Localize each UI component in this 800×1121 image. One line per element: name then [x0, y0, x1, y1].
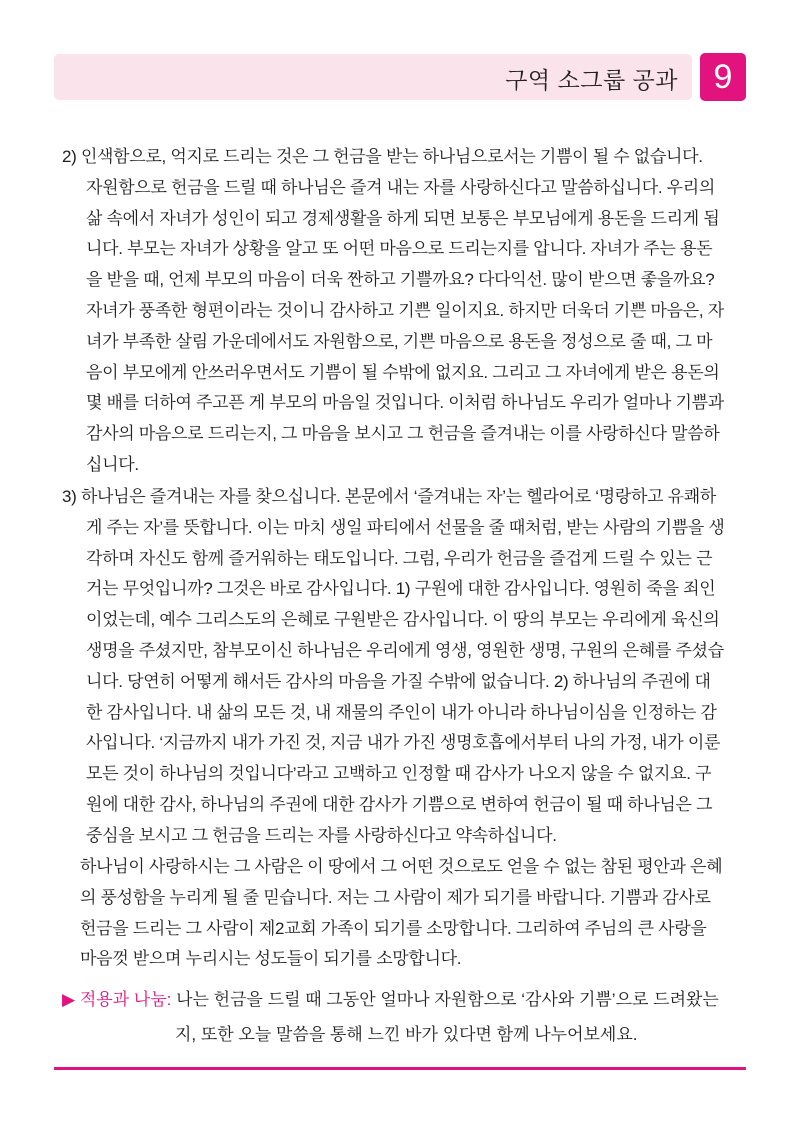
para2-line: 삶 속에서 자녀가 성인이 되고 경제생활을 하게 되면 보통은 부모님에게 용돈을 드리게 됩: [86, 208, 720, 228]
para2-line: 음이 부모에게 안쓰러우면서도 기쁨이 될 수밖에 없지요. 그리고 그 자녀에게 받은 용돈의: [86, 362, 720, 382]
header-bar: [54, 54, 692, 100]
closing-line: 마음껏 받으며 누리시는 성도들이 되기를 소망합니다.: [80, 949, 462, 969]
application-text: 나는 헌금을 드릴 때 그동안 얼마나 자원함으로 ‘감사와 기쁨’으로 드려왔는: [176, 990, 719, 1009]
para2-line: 녀가 부족한 살림 가운데에서도 자원함으로, 기쁜 마음으로 용돈을 정성으로 줄 때, 그 마: [86, 331, 713, 351]
footer-divider: [54, 1067, 746, 1070]
para2-line: 을 받을 때, 언제 부모의 마음이 더욱 짠하고 기쁠까요? 다다익선. 많이 받으면 좋을까요?: [86, 270, 715, 290]
para2-line: 자녀가 풍족한 형편이라는 것이니 감사하고 기쁜 일이지요. 하지만 더욱더 기쁜 마음은, 자: [86, 301, 724, 320]
para3-line: 거는 무엇입니까? 그것은 바로 감사입니다. 1) 구원에 대한 감사입니다. 영원히 죽을 죄인: [86, 579, 716, 599]
application-label: 적용과 나눔:: [79, 990, 172, 1009]
para3-line: 각하며 자신도 함께 즐거워하는 태도입니다. 그럼, 우리가 헌금을 즐겁게 드릴 수 있는 근: [86, 548, 713, 568]
application-line-1: [62, 985, 719, 1015]
para3-line: 3) 하나님은 즐겨내는 자를 찾으십니다. 본문에서 ‘즐겨내는 자’는 헬라어로 ‘명랑하고 유쾌하: [62, 487, 716, 506]
para3-line: 중심을 보시고 그 헌금을 드리는 자를 사랑하신다고 약속하십니다.: [86, 825, 557, 845]
page-number-badge: 9: [700, 53, 746, 101]
para3-line: 게 주는 자’를 뜻합니다. 이는 마치 생일 파티에서 선물을 줄 때처럼, 받는 사람의 기쁨을 생: [86, 517, 725, 537]
para3-line: 생명을 주셨지만, 참부모이신 하나님은 우리에게 영생, 영원한 생명, 구원의 은혜를 주셨습: [86, 641, 724, 660]
closing-line: 의 풍성함을 누리게 될 줄 믿습니다. 저는 그 사람이 제가 되기를 바랍니다. 기쁨과 감사로: [80, 887, 711, 907]
para3-line: 원에 대한 감사, 하나님의 주권에 대한 감사가 기쁨으로 변하여 헌금이 될 때 하나님은 그: [86, 795, 713, 814]
para3-line: 니다. 당연히 어떻게 해서든 감사의 마음을 가질 수밖에 없습니다. 2) 하나님의 주권에 대: [86, 671, 711, 691]
closing-line: 하나님이 사랑하시는 그 사람은 이 땅에서 그 어떤 것으로도 얻을 수 없는 참된 평안과 은혜: [80, 857, 723, 876]
para2-line: 감사의 마음으로 드리는지, 그 마음을 보시고 그 헌금을 즐겨내는 이를 사랑하신다 말씀하: [86, 424, 720, 444]
para2-line: 몇 배를 더하여 주고픈 게 부모의 마음일 것입니다. 이처럼 하나님도 우리가 얼마나 기쁨과: [86, 393, 724, 413]
para3-line: 모든 것이 하나님의 것입니다’라고 고백하고 인정할 때 감사가 나오지 않을 수 없지요. 구: [86, 764, 712, 784]
application-line-2: 지, 또한 오늘 말씀을 통해 느낀 바가 있다면 함께 나누어보세요.: [175, 1025, 638, 1044]
para3-line: 이었는데, 예수 그리스도의 은혜로 구원받은 감사입니다. 이 땅의 부모는 우리에게 육신의: [86, 610, 720, 630]
para2-line: 자원함으로 헌금을 드릴 때 하나님은 즐겨 내는 자를 사랑하신다고 말씀하십니다. 우리의: [86, 177, 716, 197]
para2-line: 니다. 부모는 자녀가 상황을 알고 또 어떤 마음으로 드리는지를 압니다. 자녀가 주는 용돈: [86, 239, 713, 259]
para3-line: 한 감사입니다. 내 삶의 모든 것, 내 재물의 주인이 내가 아니라 하나님이심을 인정하는 감: [86, 702, 717, 722]
play-marker-icon: ▶: [62, 990, 76, 1009]
para2-line: 2) 인색함으로, 억지로 드리는 것은 그 헌금을 받는 하나님으로서는 기쁨이 될 수 없습니다.: [62, 147, 703, 166]
page-title: 구역 소그룹 공과: [505, 67, 678, 93]
closing-line: 헌금을 드리는 그 사람이 제2교회 가족이 되기를 소망합니다. 그리하여 주님의 큰 사랑을: [80, 918, 707, 938]
para3-line: 사입니다. ‘지금까지 내가 가진 것, 지금 내가 가진 생명호흡에서부터 나의 가정, 내가 이룬: [86, 733, 721, 753]
para2-line: 십니다.: [86, 455, 139, 474]
